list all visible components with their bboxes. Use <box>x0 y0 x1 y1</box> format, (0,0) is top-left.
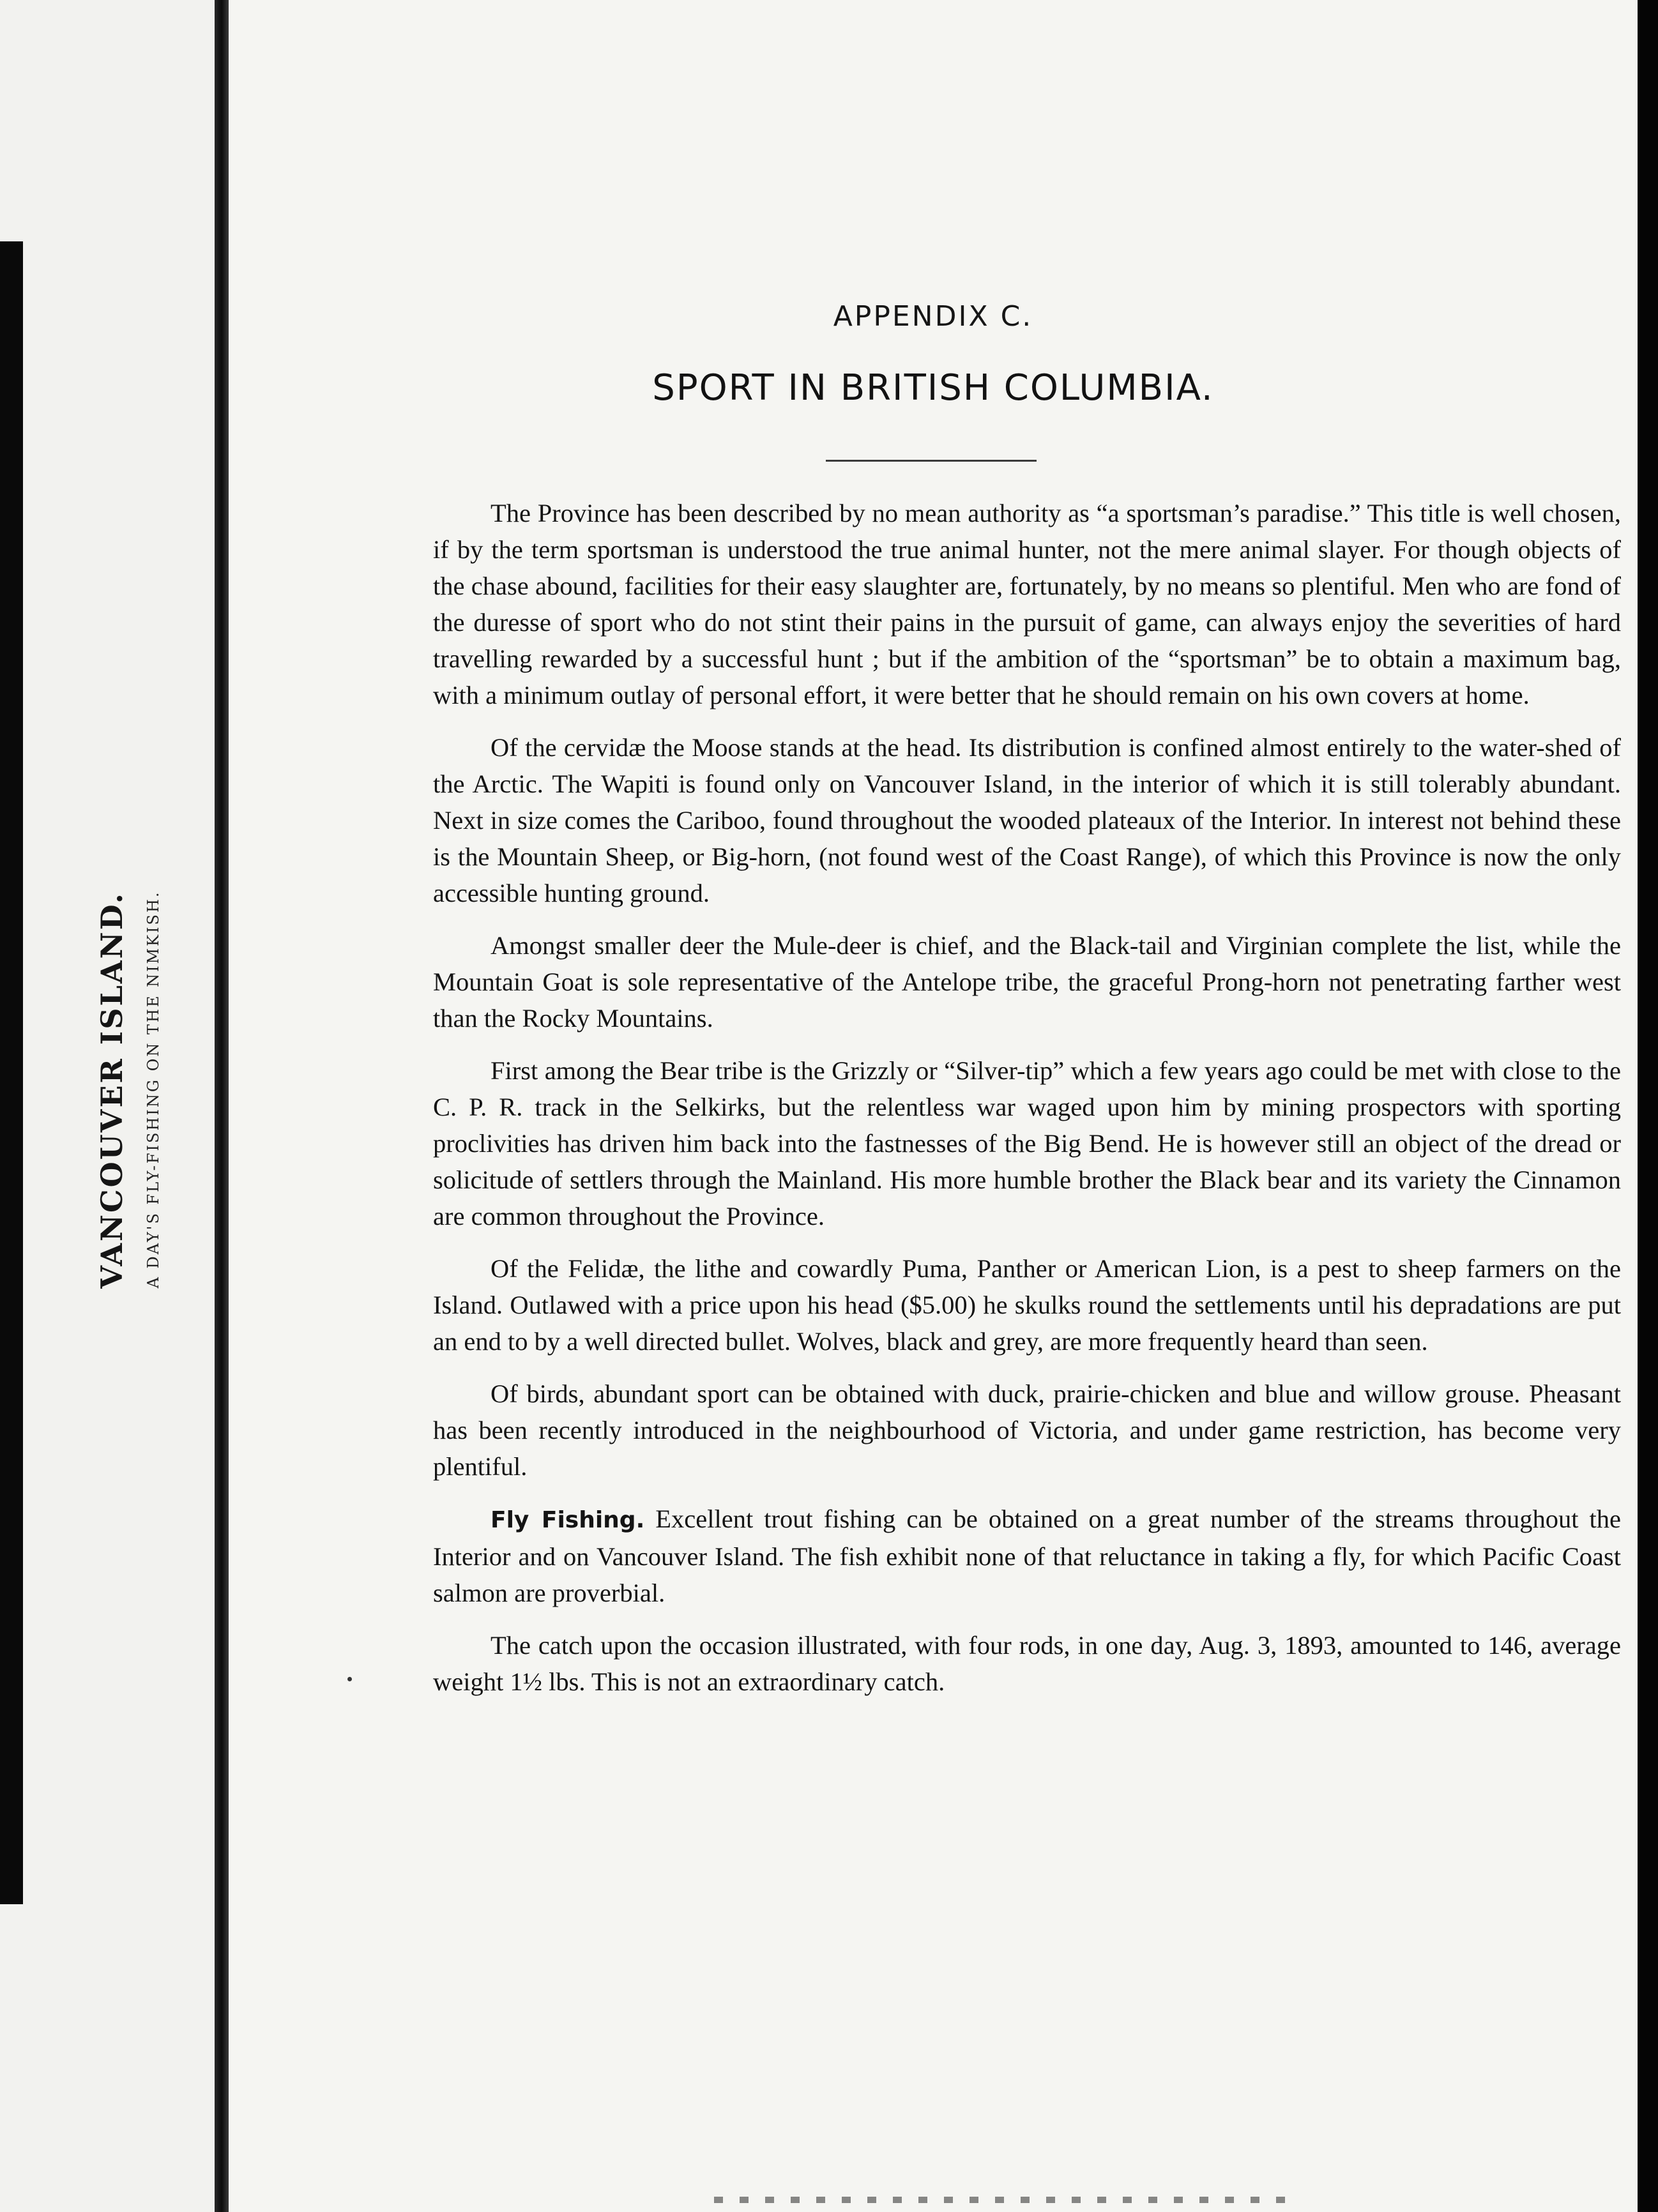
title-rule <box>826 460 1037 462</box>
paragraph-fly-fishing <box>433 1501 1621 1611</box>
plate-caption-title: VANCOUVER ISLAND. <box>95 891 129 1289</box>
paragraph-birds: Of birds, abundant sport can be obtained with duck, prairie-chicken and blue and willow grouse. Pheasant has been recently introduced in the neighbourhood of Victoria, and under game restriction, has become very plentiful. <box>433 1379 1621 1481</box>
paragraph-intro: The Province has been described by no mean authority as “a sportsman’s paradise.” This title is well chosen, if by the term sportsman is understood the true animal hunter, not the mere animal slayer. For though objects of the chase abound, facilities for their easy slaughter are, fortunately, by no means so plentiful. Men who are fond of the duresse of sport who do not stint their pains in the pursuit of game, can always enjoy the severities of hard travelling rewarded by a successful hunt ; but if the ambition of the “sportsman” be to obtain a maximum bag, with a minimum outlay of personal effort, it were better that he should remain on his own covers at home. <box>433 499 1621 709</box>
appendix-label: APPENDIX C. <box>833 300 1033 333</box>
plate-caption <box>38 817 179 1367</box>
paragraph-cervidae: Of the cervidæ the Moose stands at the head. Its distribution is confined almost entirely to the water-shed of the Arctic. The Wapiti is found only on Vancouver Island, in the interior of which it is still tolerably abundant. Next in size comes the Cariboo, found throughout the wooded plateaux of the Interior. In interest not behind these is the Mountain Sheep, or Big-horn, (not found west of the Coast Range), of which this Province is now the only accessible hunting ground. <box>433 733 1621 907</box>
scan-right-border <box>1638 0 1658 2212</box>
text-page <box>229 0 1638 2212</box>
facing-plate-page <box>0 0 215 2212</box>
plate-caption-subtitle: A DAY'S FLY-FISHING ON THE NIMKISH. <box>144 890 162 1289</box>
paragraph-bears: First among the Bear tribe is the Grizzly or “Silver-tip” which a few years ago could be met with close to the C. P. R. track in the Selkirks, but the relentless war waged upon him by mining prospectors with sporting proclivities has driven him back into the fastnesses of the Big Bend. He is however still an object of the dread or solicitude of settlers through the Mainland. His more humble brother the Black bear and its variety the Cinnamon are common throughout the Province. <box>433 1056 1621 1231</box>
paragraph-closing: The catch upon the occasion illustrated, with four rods, in one day, Aug. 3, 1893, amounted to 146, average weight 1½ lbs. This is not an extraordinary catch. <box>433 1631 1621 1696</box>
plate-image-edge <box>0 241 23 1904</box>
print-speck <box>347 1677 352 1681</box>
article-body <box>433 495 1621 1716</box>
fly-fishing-heading: Fly Fishing. <box>491 1507 645 1533</box>
paragraph-deer: Amongst smaller deer the Mule-deer is chief, and the Black-tail and Virginian complete the list, while the Mountain Goat is sole representative of the Antelope tribe, the graceful Prong-horn not penetrating farther west than the Rocky Mountains. <box>433 931 1621 1033</box>
fly-fishing-text: Excellent trout fishing can be obtained on a great number of the streams throughout the Interior and on Vancouver Island. The fish exhibit none of that reluctance in taking a fly, for which Pacific Coast salmon are proverbial. <box>433 1504 1621 1607</box>
page-title: SPORT IN BRITISH COLUMBIA. <box>652 367 1214 409</box>
book-gutter <box>215 0 229 2212</box>
paragraph-felidae: Of the Felidæ, the lithe and cowardly Puma, Panther or American Lion, is a pest to sheep farmers on the Island. Outlawed with a price upon his head ($5.00) he skulks round the settlements until his depradations are put an end to by a well directed bullet. Wolves, black and grey, are more frequently heard than seen. <box>433 1254 1621 1356</box>
scan-artifacts <box>714 2197 1289 2203</box>
